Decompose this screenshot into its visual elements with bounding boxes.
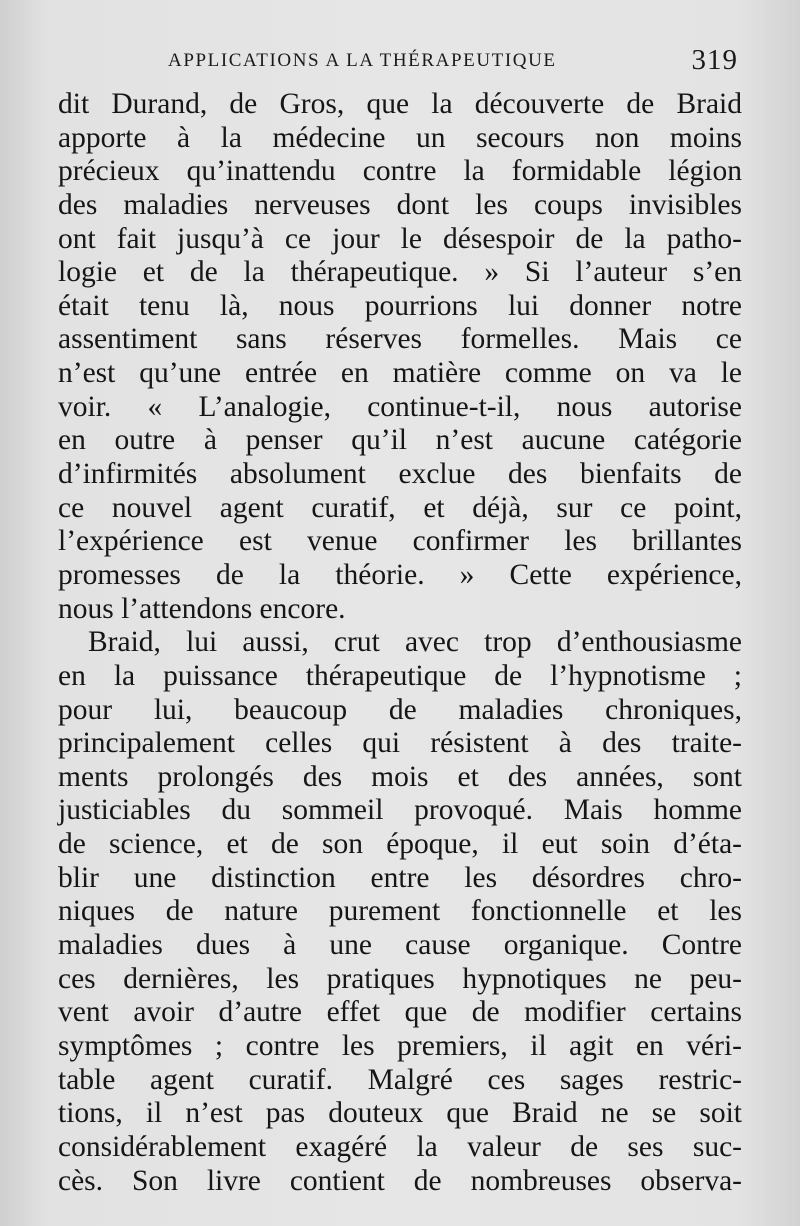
running-head [60, 44, 740, 80]
text-line: l’expérience est venue confirmer les brillantes [58, 525, 742, 558]
text-line: symptômes ; contre les premiers, il agit en véri- [58, 1029, 742, 1062]
text-line: ces dernières, les pratiques hypnotiques ne peu- [58, 962, 742, 995]
text-line: n’est qu’une entrée en matière comme on va le [58, 357, 742, 390]
text-line: blir une distinction entre les désordres chro- [58, 861, 742, 894]
page-number: 319 [691, 44, 738, 76]
text-line: était tenu là, nous pourrions lui donner notre [58, 289, 742, 322]
paragraph-first-line: Braid, lui aussi, crut avec trop d’enthousiasme [88, 626, 742, 659]
text-line: niques de nature purement fonctionnelle et les [58, 895, 742, 928]
text-line: vent avoir d’autre effet que de modifier certains [58, 996, 742, 1029]
text-line: des maladies nerveuses dont les coups invisibles [58, 188, 742, 221]
text-line: dit Durand, de Gros, que la découverte de Braid [58, 88, 742, 120]
text-line: considérablement exagéré la valeur de ses suc- [58, 1130, 742, 1163]
text-line: en la puissance thérapeutique de l’hypnotisme ; [58, 659, 742, 692]
text-line: ont fait jusqu’à ce jour le désespoir de la patho- [58, 222, 742, 255]
text-line: tions, il n’est pas douteux que Braid ne se soit [58, 1097, 742, 1130]
text-line: ments prolongés des mois et des années, sont [58, 760, 742, 793]
text-line: principalement celles qui résistent à des traite- [58, 727, 742, 760]
text-line: logie et de la thérapeutique. » Si l’auteur s’en [58, 256, 742, 289]
text-line: promesses de la théorie. » Cette expérience, [58, 558, 742, 591]
text-line: précieux qu’inattendu contre la formidable légion [58, 155, 742, 188]
text-line: pour lui, beaucoup de maladies chroniques, [58, 693, 742, 726]
text-line: voir. « L’analogie, continue-t-il, nous autorise [58, 390, 742, 423]
body-text [58, 88, 742, 1198]
text-line: de science, et de son époque, il eut soin d’éta- [58, 828, 742, 861]
text-line: apporte à la médecine un secours non moins [58, 121, 742, 154]
paragraph-last-line: nous l’attendons encore. [58, 592, 346, 625]
text-line: justiciables du sommeil provoqué. Mais homme [58, 794, 742, 827]
text-line: table agent curatif. Malgré ces sages restric- [58, 1063, 742, 1096]
text-line: d’infirmités absolument exclue des bienfaits de [58, 458, 742, 491]
text-line: cès. Son livre contient de nombreuses observa- [58, 1164, 742, 1197]
text-line: maladies dues à une cause organique. Contre [58, 929, 742, 962]
text-line: ce nouvel agent curatif, et déjà, sur ce point, [58, 491, 742, 524]
text-line: assentiment sans réserves formelles. Mais ce [58, 323, 742, 356]
text-line: en outre à penser qu’il n’est aucune catégorie [58, 424, 742, 457]
running-title: APPLICATIONS A LA THÉRAPEUTIQUE [168, 50, 557, 71]
